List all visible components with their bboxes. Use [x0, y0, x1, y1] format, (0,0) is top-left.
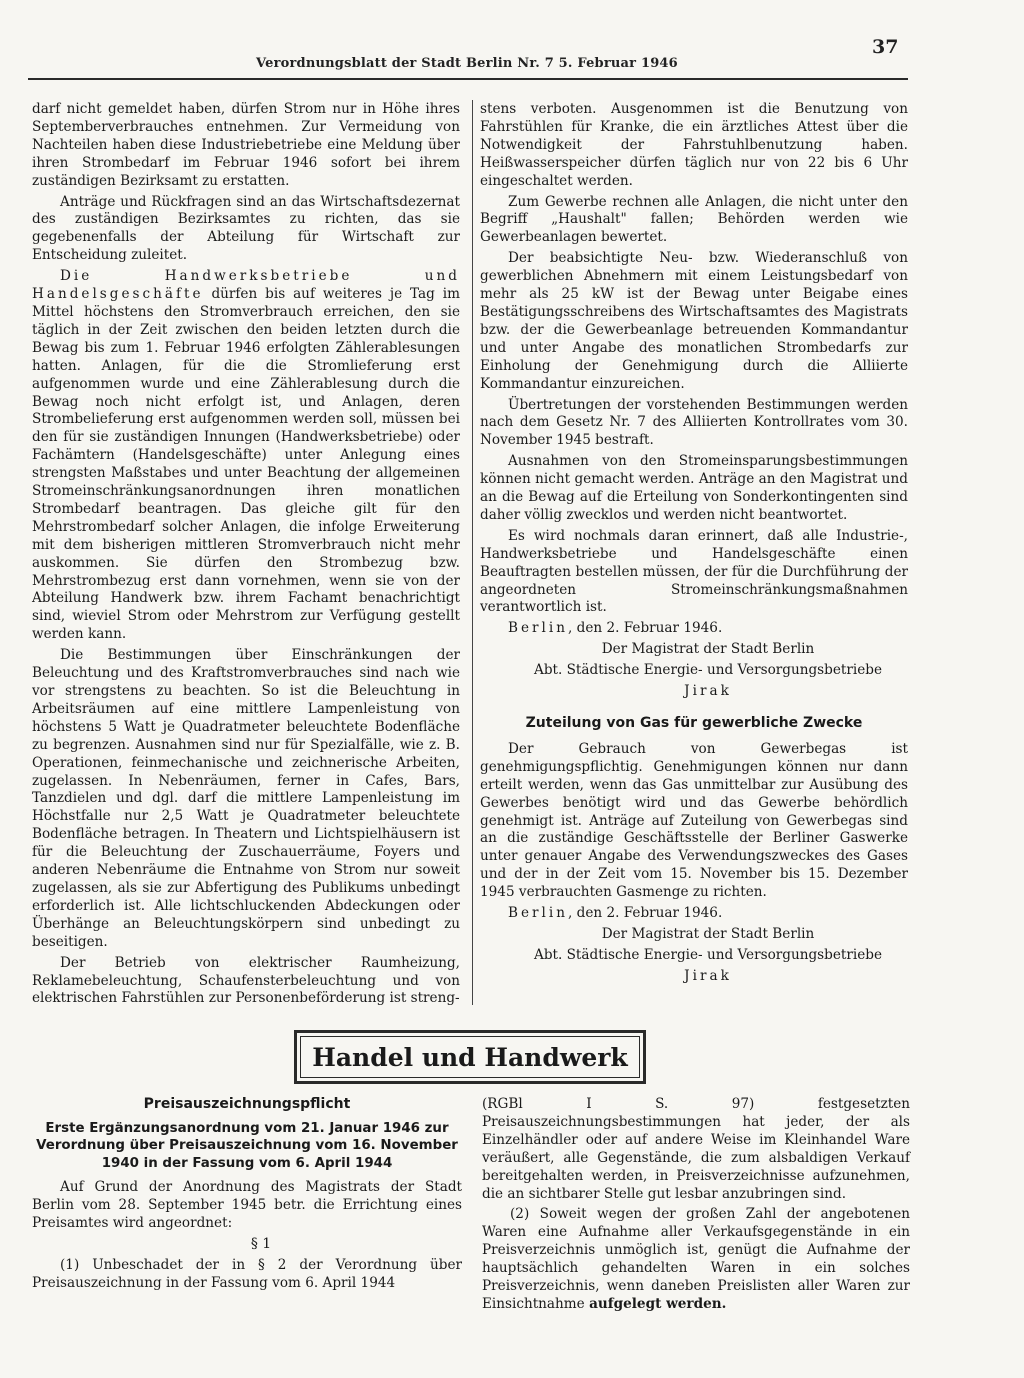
left-column — [32, 101, 460, 1011]
dateline — [480, 905, 908, 923]
paragraph: Der beabsichtigte Neu- bzw. Wiederanschluß von gewerblichen Abnehmern mit einem Leistungsbedarf von mehr als 25 kW ist der Bewag unter Beigabe eines Bestätigungsschreibens des Wirtschaftsamtes des Magistrats bzw. der die Gewerbeanlage betreuenden Kommandantur und unter Angabe des monatlichen Strombedarfs zur Einholung der Genehmigung durch die Alliierte Kommandantur einzureichen. — [480, 250, 908, 392]
page-number: 37 — [872, 36, 899, 58]
lower-left-column — [32, 1096, 462, 1296]
date-text: , den 2. Februar 1946. — [567, 620, 723, 637]
paragraph: (RGBl I S. 97) festgesetzten Preisauszeichnungsbestimmungen hat jeder, der als Einzelhändler oder auf andere Weise im Kleinhandel Ware veräußert, alle Gegenstände, die zum alsbaldigen Verkauf bereitgehalten werden, in Preisverzeichnisse aufzunehmen, die an sichtbarer Stelle gut lesbar anzubringen sind. — [482, 1096, 910, 1202]
lower-right-column — [482, 1096, 910, 1317]
paragraph — [482, 1206, 910, 1313]
spaced-emphasis: Die Handwerksbetriebe und Handelsgeschäfte — [32, 268, 460, 303]
paragraph: Der Betrieb von elektrischer Raumheizung, Reklamebeleuchtung, Schaufensterbeleuchtung und von elektrischen Fahrstühlen zur Personenbeförderung ist streng- — [32, 954, 460, 1007]
paragraph: (1) Unbeschadet der in § 2 der Verordnung über Preisauszeichnung in der Fassung vom 6. April 1944 — [32, 1257, 462, 1291]
article-heading: Preisauszeichnungspflicht — [143, 1096, 351, 1112]
paragraph: Die Bestimmungen über Einschränkungen der Beleuchtung und des Kraftstromverbrauches sind nach wie vor strengstens zu beachten. So ist die Beleuchtung in Arbeitsräumen auf eine mittlere Lampenleistung von höchstens 5 Watt je Quadratmeter beleuchtete Bodenfläche zu begrenzen. Ausnahmen sind nur für Spezialfälle, wie z. B. Operationen, feinmechanische und zeichnerische Arbeiten, zugelassen. In Nebenräumen, ferner in Cafes, Bars, Tanzdielen und dgl. darf die mittlere Lampenleistung im Höchstfalle nur 2,5 Watt je Quadratmeter beleuchtete Bodenfläche betragen. In Theatern und Lichtspielhäusern ist für die Beleuchtung der Zuschauerräume, Foyers und anderen Nebenräume die Entnahme von Strom nur soweit zugelassen, als sie zur Abfertigung des Publikums unbedingt erforderlich ist. Alle lichtschluckenden Abdeckungen oder Überhänge an Beleuchtungskörpern sind unbedingt zu beseitigen. — [32, 647, 460, 950]
dateline — [480, 620, 908, 638]
signature-authority: Der Magistrat der Stadt Berlin — [601, 925, 815, 942]
paragraph: Auf Grund der Anordnung des Magistrats der Stadt Berlin vom 28. September 1945 betr. die Errichtung eines Preisamtes wird angeordnet: — [32, 1179, 462, 1232]
signature-department: Abt. Städtische Energie- und Versorgungsbetriebe — [534, 946, 882, 963]
paragraph: Zum Gewerbe rechnen alle Anlagen, die nicht unter den Begriff „Haushalt" fallen; Behörden werden wie Gewerbeanlagen bewertet. — [480, 193, 908, 246]
paragraph: Der Gebrauch von Gewerbegas ist genehmigungspflichtig. Genehmigungen können nur dann erteilt werden, wenn das Gas unmittelbar zur Ausübung des Gewerbes benötigt wird und das Gewerbe behördlich genehmigt ist. Anträge auf Zuteilung von Gewerbegas sind an die zuständige Geschäftsstelle der Berliner Gaswerke unter genauer Angabe des Verwendungszweckes des Gases und der in der Zeit vom 15. November bis 15. Dezember 1945 verbrauchten Gasmenge zu richten. — [480, 740, 908, 901]
signature-authority: Der Magistrat der Stadt Berlin — [601, 641, 815, 658]
place-name: Berlin — [508, 620, 568, 637]
paragraph: stens verboten. Ausgenommen ist die Benutzung von Fahrstühlen für Kranke, die ein ärztliches Attest über die Notwendigkeit der Fahrstuhlbenutzung haben. Heißwasserspeicher dürfen täglich nur von 22 bis 6 Uhr eingeschaltet werden. — [480, 101, 908, 189]
signature-department: Abt. Städtische Energie- und Versorgungsbetriebe — [534, 662, 882, 679]
header-rule — [28, 78, 908, 80]
paragraph: Ausnahmen von den Stromeinsparungsbestimmungen können nicht gemacht werden. Anträge an den Magistrat und an die Bewag auf die Erteilung von Sonderkontingenten sind daher völlig zwecklos und werden nicht beantwortet. — [480, 453, 908, 523]
running-head: Verordnungsblatt der Stadt Berlin Nr. 7 5. Februar 1946 — [256, 56, 678, 71]
signature-name: Jirak — [684, 967, 732, 984]
paragraph: Anträge und Rückfragen sind an das Wirtschaftsdezernat des zuständigen Bezirksamtes zu richten, das sie gegebenenfalls der Abteilung für Wirtschaft zur Entscheidung zuleitet. — [32, 193, 460, 264]
place-name: Berlin — [508, 905, 568, 922]
paragraph — [32, 268, 460, 644]
signature-name: Jirak — [684, 683, 732, 700]
right-column — [480, 101, 908, 989]
bold-emphasis: aufgelegt werden. — [589, 1295, 727, 1312]
column-divider — [472, 100, 473, 1005]
date-text: , den 2. Februar 1946. — [567, 905, 723, 922]
section-banner — [294, 1030, 646, 1084]
article-subheading: Erste Ergänzungsanordnung vom 21. Januar 1946 zur Verordnung über Preisauszeichnung vom 16. November 1940 in der Fassung vom 6. April 1944 — [36, 1120, 458, 1171]
paragraph: Übertretungen der vorstehenden Bestimmungen werden nach dem Gesetz Nr. 7 des Alliierten Kontrollrates vom 30. November 1945 bestraft. — [480, 396, 908, 449]
paragraph-text: (2) Soweit wegen der großen Zahl der angebotenen Waren eine Aufnahme aller Verkaufsgegenstände in ein Preisverzeichnis unmöglich ist, genügt die Aufnahme der hauptsächlich gehandelten Waren in ein solches Preisverzeichnis, wenn daneben Preislisten aller Waren zur Einsichtnahme — [482, 1206, 910, 1312]
section-title: Handel und Handwerk — [312, 1042, 628, 1072]
paragraph: darf nicht gemeldet haben, dürfen Strom nur in Höhe ihres Septemberverbrauches entnehmen. Zur Vermeidung von Nachteilen haben diese Industriebetriebe eine Meldung über ihren Strombedarf im Februar 1946 sofort bei ihrem zuständigen Bezirksamt zu erstatten. — [32, 101, 460, 189]
paragraph-text: dürfen bis auf weiteres je Tag im Mittel höchstens den Stromverbrauch erreichen, den sie täglich in der Zeit zwischen den beiden letzten durch die Bewag bis zum 1. Februar 1946 erfolgten Zählerablesungen hatten. Anlagen, für die die Stromlieferung erst aufgenommen wurde und eine Zählerablesung durch die Bewag noch nicht erfolgt ist, und Anlagen, deren Strombelieferung erst aufgenommen werden soll, müssen bei den für sie zuständigen Innungen (Handwerksbetriebe) oder Fachämtern (Handelsgeschäfte) unter Anlegung eines strengsten Maßstabes und unter Beachtung der allgemeinen Stromeinschränkungsanordnungen ihren monatlichen Strombedarf beantragen. Das gleiche gilt für den Mehrstrombedarf solcher Anlagen, die infolge Erweiterung mit dem bisherigen mittleren Stromverbrauch nicht mehr auskommen. Sie dürfen den Strombezug bzw. Mehrstrombezug erst dann vornehmen, wenn sie von der Abteilung Handwerk bzw. ihrem Fachamt benachrichtigt sind, wieviel Strom oder Mehrstrom zur Verfügung gestellt werden kann. — [32, 286, 460, 643]
section-mark: § 1 — [250, 1236, 272, 1253]
paragraph: Es wird nochmals daran erinnert, daß alle Industrie-, Handwerksbetriebe und Handelsgeschäfte einen Beauftragten bestellen müssen, der für die Durchführung der angeordneten Stromeinschränkungsmaßnahmen verantwortlich ist. — [480, 527, 908, 616]
article-heading: Zuteilung von Gas für gewerbliche Zwecke — [525, 715, 863, 731]
